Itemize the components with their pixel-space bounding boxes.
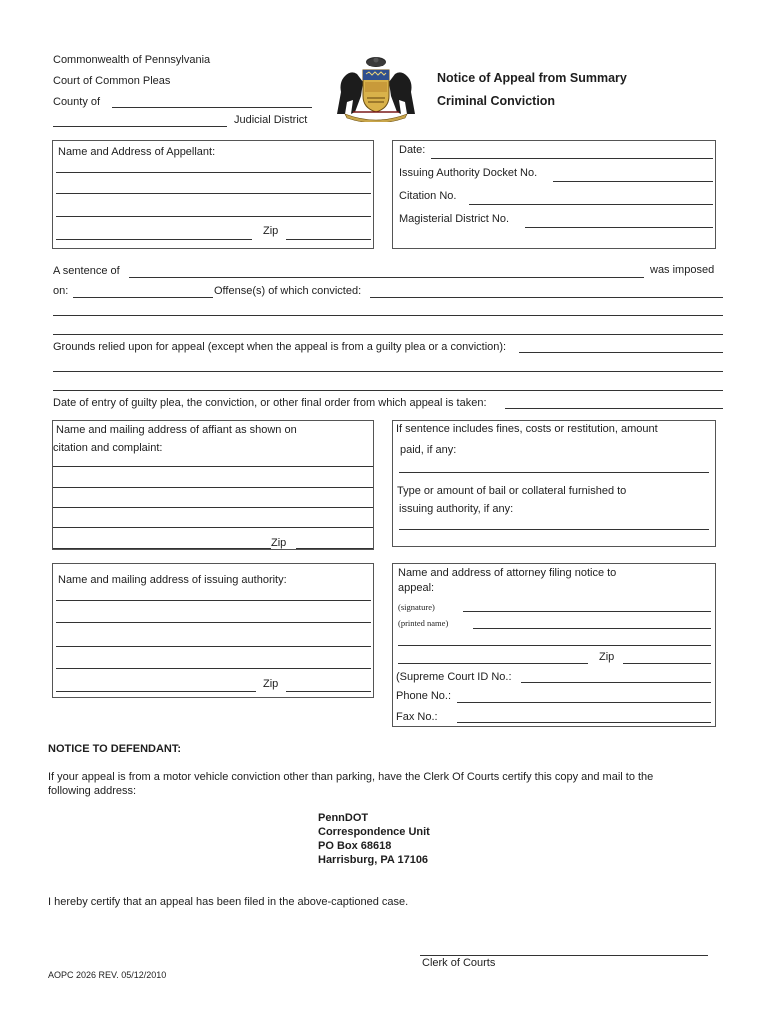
- issuing-zip-field[interactable]: [286, 691, 371, 692]
- address-line: Correspondence Unit: [318, 826, 430, 838]
- sentence-of-label: A sentence of: [53, 265, 120, 277]
- affiant-zip-label: Zip: [271, 537, 287, 549]
- attorney-zip-label: Zip: [599, 651, 615, 663]
- date-entry-label: Date of entry of guilty plea, the conviction, or other final order from which appeal is taken:: [53, 397, 487, 409]
- issuing-authority-label: Name and mailing address of issuing authority:: [58, 574, 287, 586]
- offenses-field-2[interactable]: [53, 315, 723, 316]
- affiant-box: [52, 420, 374, 550]
- was-imposed-label: was imposed: [650, 264, 715, 276]
- court-text: Court of Common Pleas: [53, 75, 171, 87]
- offenses-field-3[interactable]: [53, 334, 723, 335]
- attorney-label-line1: Name and address of attorney filing notice to: [398, 567, 617, 579]
- grounds-field-3[interactable]: [53, 390, 723, 391]
- address-line: PennDOT: [318, 812, 369, 824]
- fines-label-line1: If sentence includes fines, costs or restitution, amount: [396, 423, 658, 435]
- appellant-label: Name and Address of Appellant:: [58, 146, 216, 158]
- sentence-field[interactable]: [129, 277, 644, 278]
- affiant-label-line2: citation and complaint:: [53, 442, 163, 454]
- issuing-line-5[interactable]: [56, 691, 256, 692]
- pennsylvania-seal-icon: [333, 52, 419, 122]
- issuing-docket-label: Issuing Authority Docket No.: [399, 167, 538, 179]
- offenses-label: Offense(s) of which convicted:: [214, 285, 362, 297]
- affiant-line-2[interactable]: [53, 487, 373, 488]
- appellant-line-2[interactable]: [56, 193, 371, 194]
- form-title-line1: Notice of Appeal from Summary: [437, 71, 627, 85]
- bail-label-line1: Type or amount of bail or collateral furnished to: [397, 485, 627, 497]
- issuing-authority-box: [52, 563, 374, 698]
- signature-field[interactable]: [463, 611, 711, 612]
- appellant-zip-label: Zip: [263, 225, 279, 237]
- affiant-zip-field[interactable]: [296, 548, 373, 549]
- grounds-label: Grounds relied upon for appeal (except when the appeal is from a guilty plea or a conviction):: [53, 341, 507, 353]
- phone-field[interactable]: [457, 702, 711, 703]
- fines-field[interactable]: [399, 472, 709, 473]
- appellant-box: [52, 140, 374, 249]
- attorney-address-line-2[interactable]: [398, 663, 588, 664]
- appellant-line-4[interactable]: [56, 239, 252, 240]
- bail-field[interactable]: [399, 529, 709, 530]
- issuing-line-3[interactable]: [56, 646, 371, 647]
- grounds-field-2[interactable]: [53, 371, 723, 372]
- citation-label: Citation No.: [399, 190, 457, 202]
- grounds-field-1[interactable]: [519, 352, 723, 353]
- fines-label-line2: paid, if any:: [400, 444, 457, 456]
- docket-box: [392, 140, 716, 249]
- issuing-docket-field[interactable]: [553, 181, 713, 182]
- clerk-of-courts-label: Clerk of Courts: [422, 957, 496, 969]
- form-id: AOPC 2026 REV. 05/12/2010: [48, 970, 167, 980]
- printed-name-label: (printed name): [398, 618, 449, 628]
- date-field[interactable]: [431, 158, 713, 159]
- address-line: Harrisburg, PA 17106: [318, 854, 429, 866]
- certify-text: I hereby certify that an appeal has been filed in the above-captioned case.: [48, 896, 409, 908]
- supreme-court-id-field[interactable]: [521, 682, 711, 683]
- form-title-line2: Criminal Conviction: [437, 94, 556, 108]
- affiant-line-3[interactable]: [53, 507, 373, 508]
- notice-text-line2: following address:: [48, 785, 137, 797]
- county-field[interactable]: [112, 107, 312, 108]
- affiant-line-1[interactable]: [53, 466, 373, 467]
- attorney-zip-field[interactable]: [623, 663, 711, 664]
- attorney-box: [392, 563, 716, 727]
- attorney-label-line2: appeal:: [398, 582, 435, 594]
- issuing-line-2[interactable]: [56, 622, 371, 623]
- commonwealth-text: Commonwealth of Pennsylvania: [53, 54, 211, 66]
- judicial-district-label: Judicial District: [234, 114, 308, 126]
- bail-label-line2: issuing authority, if any:: [399, 503, 514, 515]
- supreme-court-id-label: (Supreme Court ID No.:: [396, 671, 512, 683]
- citation-field[interactable]: [469, 204, 713, 205]
- issuing-line-4[interactable]: [56, 668, 371, 669]
- county-label: County of: [53, 96, 101, 108]
- magisterial-label: Magisterial District No.: [399, 213, 510, 225]
- magisterial-field[interactable]: [525, 227, 713, 228]
- clerk-signature-field[interactable]: [420, 955, 708, 956]
- notice-text-line1: If your appeal is from a motor vehicle conviction other than parking, have the Clerk Of Courts certify this copy and mail to the: [48, 771, 654, 783]
- notice-heading: NOTICE TO DEFENDANT:: [48, 743, 182, 755]
- affiant-line-5[interactable]: [53, 548, 271, 549]
- fax-field[interactable]: [457, 722, 711, 723]
- affiant-line-4[interactable]: [53, 527, 373, 528]
- fines-box: [392, 420, 716, 547]
- on-date-field[interactable]: [73, 297, 213, 298]
- address-line: PO Box 68618: [318, 840, 392, 852]
- date-label: Date:: [399, 144, 426, 156]
- judicial-district-field[interactable]: [53, 126, 227, 127]
- on-label: on:: [53, 285, 69, 297]
- affiant-label-line1: Name and mailing address of affiant as shown on: [56, 424, 297, 436]
- signature-label: (signature): [398, 602, 435, 612]
- issuing-line-1[interactable]: [56, 600, 371, 601]
- phone-label: Phone No.:: [396, 690, 452, 702]
- fax-label: Fax No.:: [396, 711, 438, 723]
- appellant-line-3[interactable]: [56, 216, 371, 217]
- printed-name-field[interactable]: [473, 628, 711, 629]
- offenses-field-1[interactable]: [370, 297, 723, 298]
- issuing-zip-label: Zip: [263, 678, 279, 690]
- appellant-zip-field[interactable]: [286, 239, 371, 240]
- attorney-address-line-1[interactable]: [398, 645, 711, 646]
- date-entry-field[interactable]: [505, 408, 723, 409]
- appellant-line-1[interactable]: [56, 172, 371, 173]
